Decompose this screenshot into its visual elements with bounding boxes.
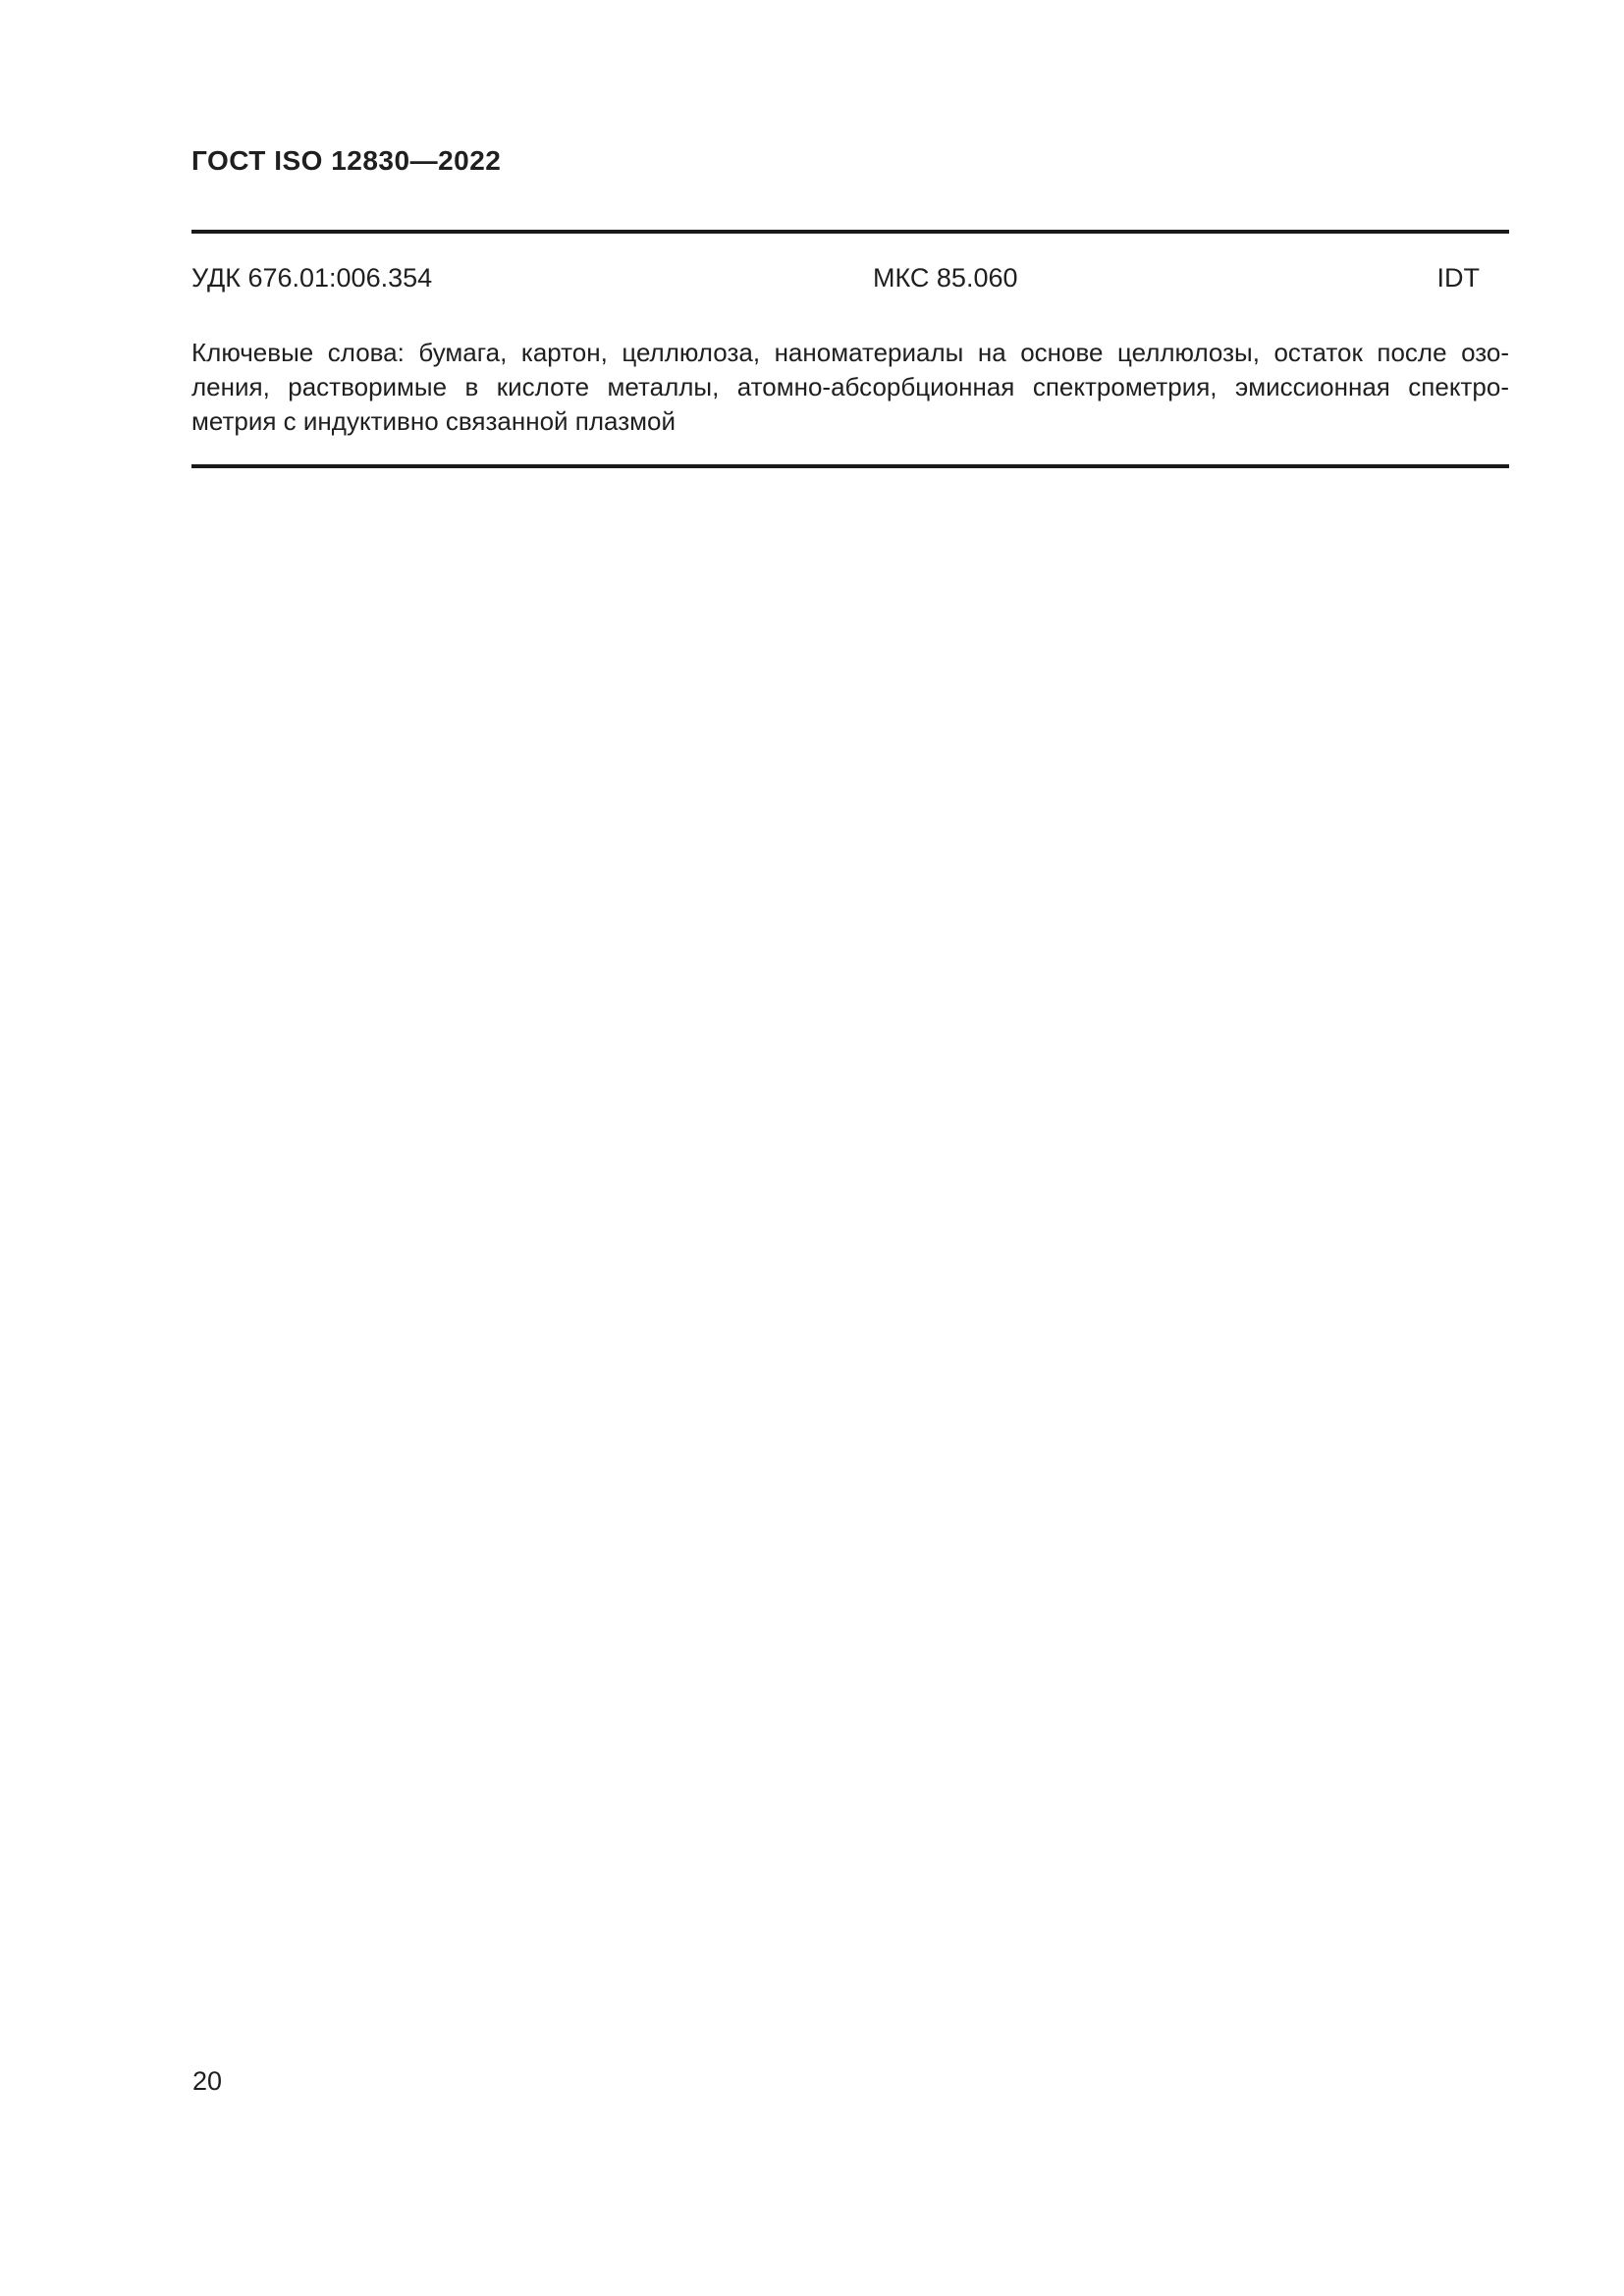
udk-code: УДК 676.01:006.354 [191, 263, 433, 293]
horizontal-rule-bottom [191, 464, 1509, 468]
page-number: 20 [192, 2066, 223, 2096]
page-title: ГОСТ ISO 12830—2022 [191, 145, 502, 176]
keywords-paragraph [191, 336, 1509, 439]
keywords-line: метрия с индуктивно связанной плазмой [191, 406, 676, 436]
horizontal-rule-top [191, 230, 1509, 234]
classification-row [191, 265, 1509, 300]
keywords-line: Ключевые слова: бумага, картон, целлюлоза, наноматериалы на основе целлюлозы, остаток после озо- [191, 338, 1509, 367]
idt-marker: IDT [1436, 263, 1480, 293]
keywords-line: ления, растворимые в кислоте металлы, атомно-абсорбционная спектрометрия, эмиссионная спектро- [191, 372, 1509, 401]
mks-code: МКС 85.060 [873, 263, 1018, 293]
